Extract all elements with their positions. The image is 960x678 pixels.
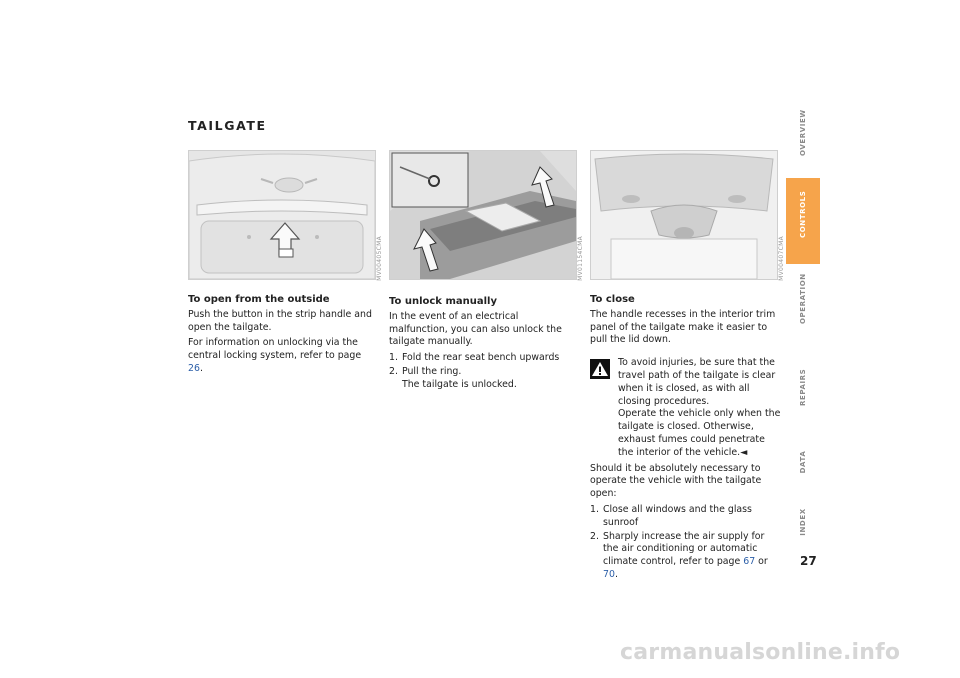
side-tab-data[interactable]: DATA: [799, 450, 807, 474]
paragraph: In the event of an electrical malfunction, you can also unlock the tailgate manually.: [389, 310, 562, 348]
warning-icon: [590, 359, 610, 379]
page-link[interactable]: 67: [743, 556, 756, 568]
step-result: The tailgate is unlocked.: [402, 378, 517, 390]
list-item: 1. Close all windows and the glass sunroof: [590, 503, 752, 528]
column-unlock-manually: [389, 296, 579, 393]
figure-code: MV00405CMA: [376, 236, 383, 281]
heading-unlock-manually: To unlock manually: [389, 296, 497, 307]
side-tab-operation[interactable]: OPERATION: [799, 273, 807, 324]
figure-unlock-manually: [389, 150, 577, 280]
column-close: [590, 294, 782, 583]
list-item: 2. Sharply increase the air supply for the air conditioning or automatic climate control, refer to page 67 or 70.: [590, 530, 768, 580]
side-tab-repairs[interactable]: REPAIRS: [799, 368, 807, 406]
figure-tailgate-inside: [590, 150, 778, 280]
side-tab-index[interactable]: INDEX: [799, 508, 807, 536]
end-marker: ◄: [740, 446, 748, 458]
tailgate-inside-illustration: [591, 151, 777, 279]
paragraph: Should it be absolutely necessary to operate the vehicle with the tailgate open:: [590, 462, 762, 500]
paragraph: The handle recesses in the interior trim panel of the tailgate make it easier to pull the lid down.: [590, 308, 776, 346]
seat-bench-illustration: [390, 151, 576, 279]
warning-text: To avoid injuries, be sure that the travel path of the tailgate is clear when it is closed, as with all closing procedures.: [618, 357, 776, 407]
side-tab-controls[interactable]: CONTROLS: [786, 178, 820, 264]
paragraph: For information on unlocking via the central locking system, refer to page 26.: [188, 337, 362, 374]
figure-code: MV01154CMA: [577, 236, 584, 281]
paragraph: Push the button in the strip handle and open the tailgate.: [188, 308, 372, 333]
section-title: TAILGATE: [188, 118, 267, 133]
steps-list: [389, 352, 579, 391]
page-link[interactable]: 70: [603, 568, 615, 580]
warning-text: Operate the vehicle only when the tailgate is closed. Otherwise, exhaust fumes could penetrate the interior of the vehicle.: [618, 408, 781, 458]
figure-code: MV00407CMA: [778, 236, 785, 281]
page-number: 27: [800, 554, 817, 568]
list-item: 2. Pull the ring. The tailgate is unlocked.: [389, 365, 517, 390]
heading-close: To close: [590, 294, 635, 305]
warning-block: [590, 357, 782, 459]
page-link[interactable]: 26: [188, 362, 200, 374]
list-item: 1. Fold the rear seat bench upwards: [389, 352, 560, 364]
column-open-outside: [188, 294, 374, 379]
steps-list: [590, 504, 782, 582]
side-tab-overview[interactable]: OVERVIEW: [799, 109, 807, 156]
watermark-footer[interactable]: carmanualsonline.info: [620, 640, 901, 665]
side-tab-nav: [786, 100, 820, 540]
heading-open-outside: To open from the outside: [188, 294, 330, 305]
tailgate-outside-illustration: [189, 151, 375, 279]
figure-tailgate-outside: [188, 150, 376, 280]
